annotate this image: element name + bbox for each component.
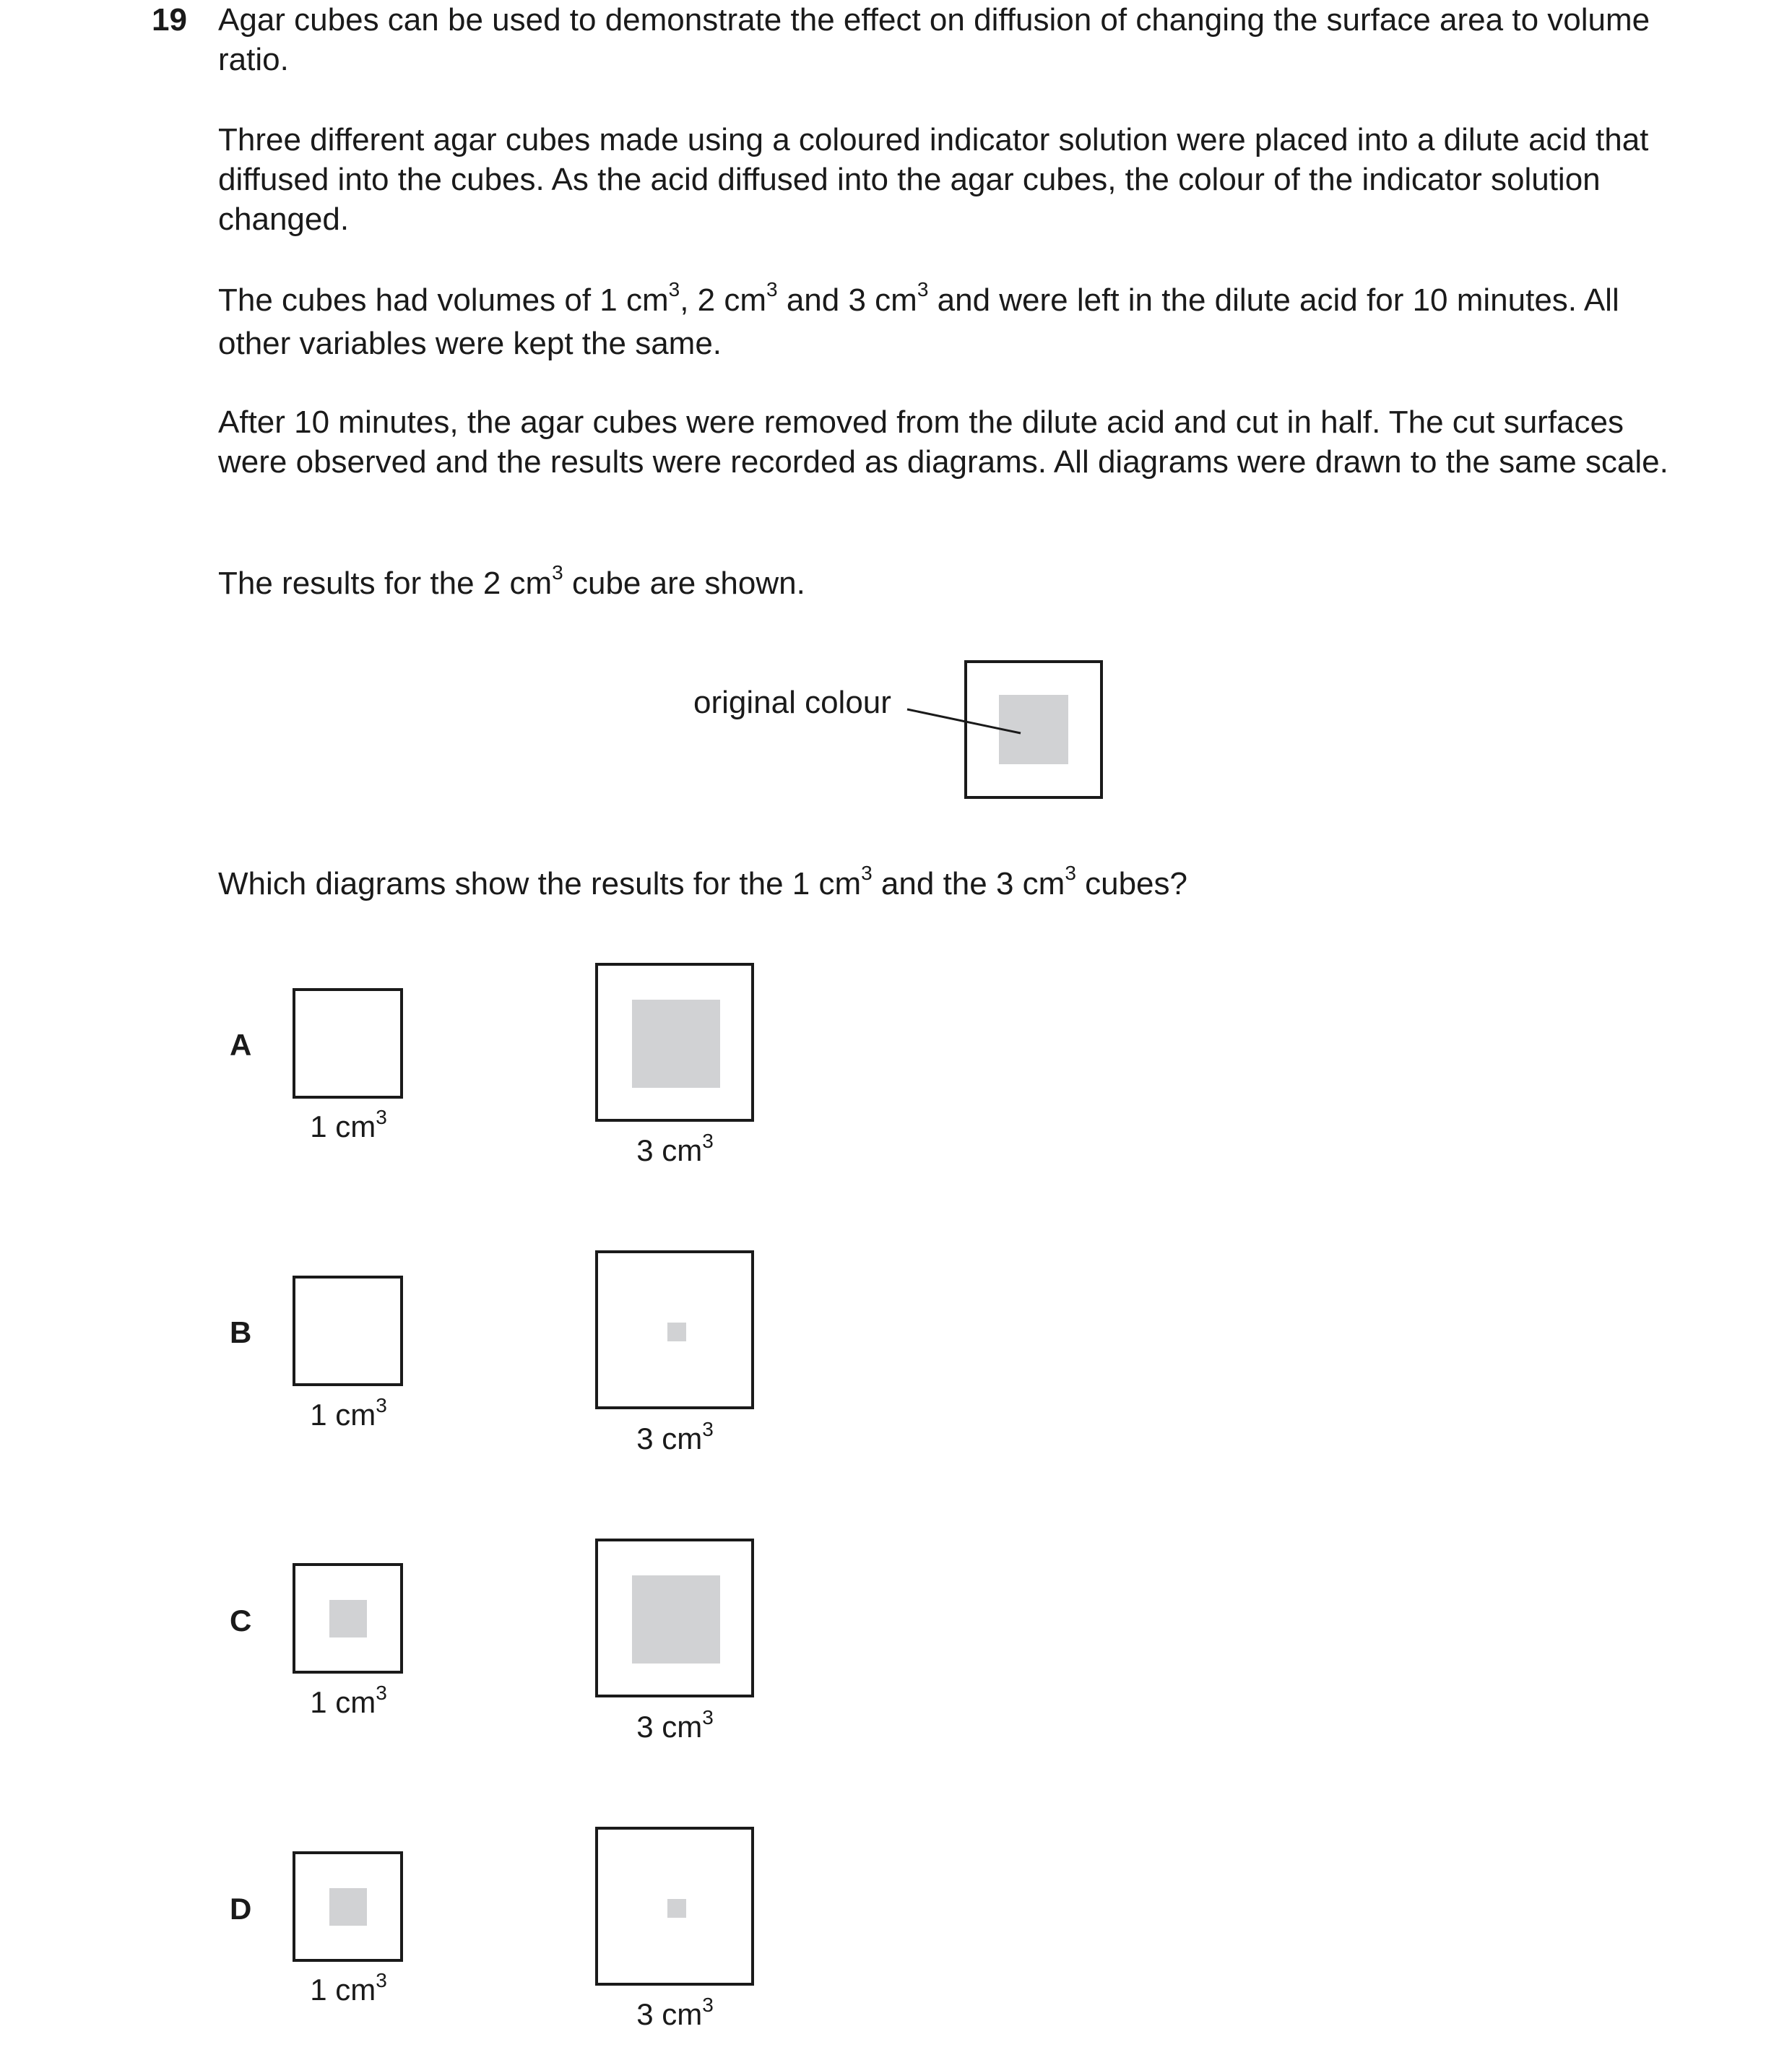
small-cube-caption: 1 $cm^3$ [310,1969,387,2007]
large-cube-caption: 3 $cm^3$ [636,1418,714,1455]
option-letter: C [230,1604,252,1637]
large-cube-3cm3 [595,1250,754,1409]
results-text-2: cube are shown. [563,566,805,601]
small-cube-1cm3 [293,1851,403,1962]
large-cube-caption: 3 $cm^3$ [636,1994,714,2031]
small-cube-1cm3 [293,1563,403,1674]
original-colour-region [667,1899,686,1918]
large-cube-3cm3 [595,1539,754,1697]
question-number: 19 [152,2,187,38]
small-cube-1cm3 [293,988,403,1099]
method-paragraph: Three different agar cubes made using a coloured indicator solution were placed into a dilute acid that diffused into the cubes. As the acid diffused into the agar cubes, the colour of the indicator solution changed. [218,122,1649,237]
option-letter: D [230,1892,252,1926]
original-colour-region [667,1323,686,1341]
large-cube-3cm3 [595,1827,754,1986]
original-colour-label: original colour [693,685,891,720]
volumes-text-2: , 2 cm [680,282,767,318]
volumes-text-1: The cubes had volumes of 1 cm [218,282,669,318]
small-cube-caption: 1 $cm^3$ [310,1106,387,1143]
small-cube-1cm3 [293,1276,403,1386]
option-letter: A [230,1028,252,1062]
option-letter: B [230,1315,252,1349]
question-intro: Agar cubes can be used to demonstrate the effect on diffusion of changing the surface area to volume ratio. [218,2,1650,77]
results-text-1: The results for the 2 cm [218,566,553,601]
question-prompt [218,864,1677,907]
prompt-text-1: Which diagrams show the results for the 1 cm [218,866,862,901]
small-cube-caption: 1 $cm^3$ [310,1394,387,1432]
superscript: 3 [861,862,873,884]
large-cube-3cm3 [595,963,754,1122]
small-cube-caption: 1 $cm^3$ [310,1682,387,1719]
original-colour-region [329,1600,367,1637]
original-colour-region [632,1000,720,1088]
volumes-text-3: and 3 cm [777,282,917,318]
original-colour-region [632,1575,720,1664]
large-cube-caption: 3 $cm^3$ [636,1130,714,1167]
original-colour-region [329,1888,367,1926]
volumes-text-4: and were left in the dilute acid for 10 minutes. All other variables were kept the same. [218,282,1619,361]
superscript: 3 [766,278,778,300]
superscript: 3 [552,561,563,584]
prompt-text-3: cubes? [1075,866,1187,901]
large-cube-caption: 3 $cm^3$ [636,1706,714,1744]
superscript: 3 [668,278,680,300]
superscript: 3 [917,278,929,300]
superscript: 3 [1065,862,1076,884]
observation-paragraph: After 10 minutes, the agar cubes were removed from the dilute acid and cut in half. The cut surfaces were observed and the results were recorded as diagrams. All diagrams were drawn to the same scale. [218,404,1668,480]
prompt-text-2: and the 3 cm [872,866,1065,901]
